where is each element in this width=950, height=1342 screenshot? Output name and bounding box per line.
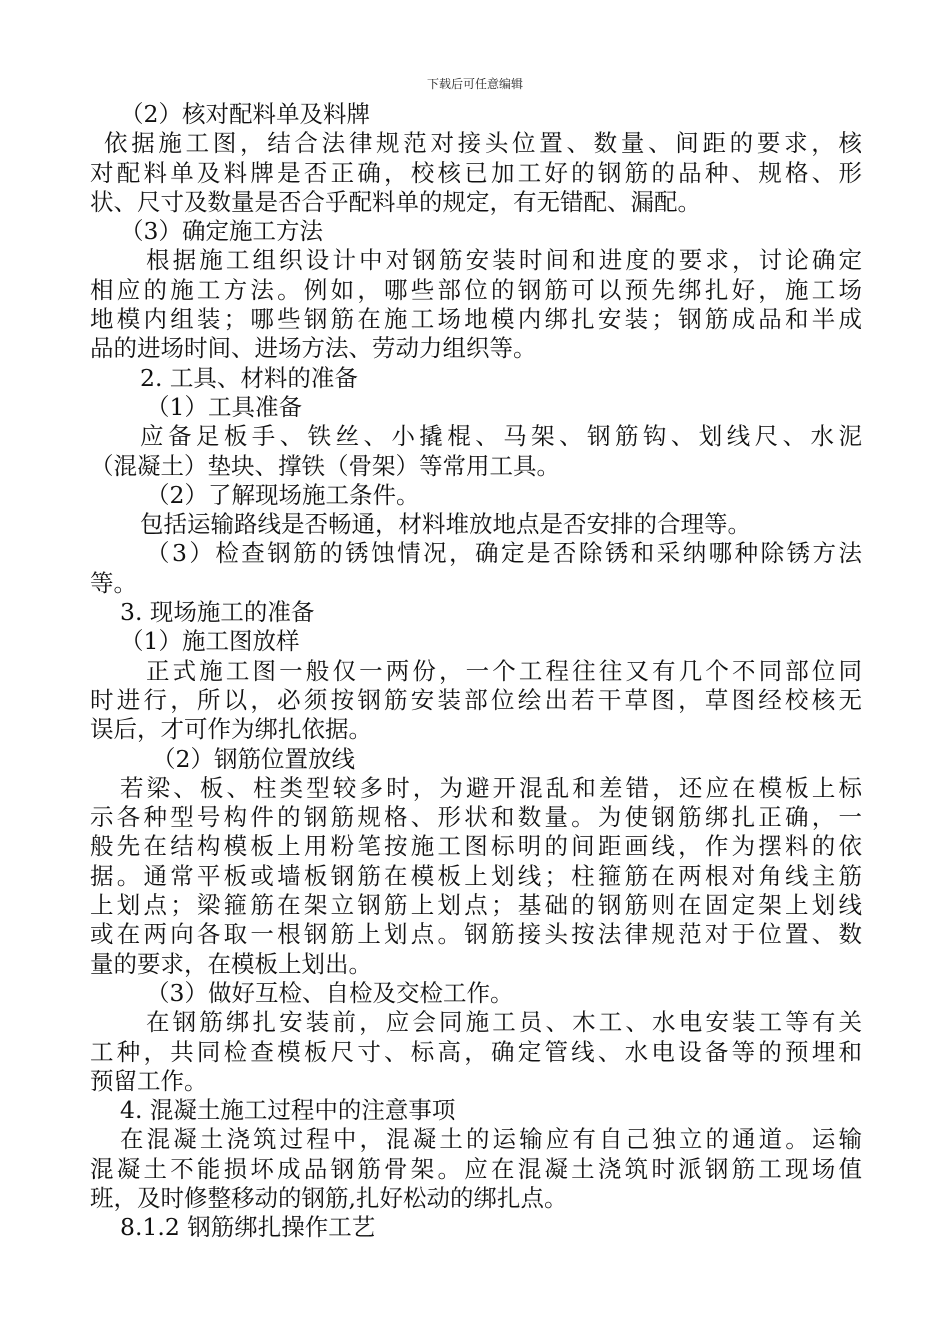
paragraph-line: 上划点；梁箍筋在架立钢筋上划点；基础的钢筋则在固定架上划线: [90, 891, 862, 920]
subheading-tool-preparation: （1）工具准备: [146, 392, 302, 421]
paragraph-line: 或在两向各取一根钢筋上划点。钢筋接头按法律规范对于位置、数: [90, 920, 862, 949]
subheading-rebar-positioning: （2）钢筋位置放线: [152, 744, 355, 773]
document-body: [90, 100, 862, 1243]
paragraph-line: 混凝土不能损坏成品钢筋骨架。应在混凝土浇筑时派钢筋工现场值: [90, 1154, 862, 1183]
paragraph-line: （3）检查钢筋的锈蚀情况，确定是否除锈和采纳哪种除锈方法: [146, 539, 862, 568]
paragraph-line: 在混凝土浇筑过程中，混凝土的运输应有自己独立的通道。运输: [120, 1125, 862, 1154]
subheading-site-conditions: （2）了解现场施工条件。: [146, 480, 420, 509]
paragraph-line: 对配料单及料牌是否正确，校核已加工好的钢筋的品种、规格、形: [90, 158, 862, 187]
paragraph-line: 时进行，所以，必须按钢筋安装部位绘出若干草图，草图经校核无: [90, 685, 862, 714]
paragraph-line: 般先在结构模板上用粉笔按施工图标明的间距画线，作为摆料的依: [90, 832, 862, 861]
paragraph-line: 包括运输路线是否畅通，材料堆放地点是否安排的合理等。: [140, 510, 751, 539]
page-header: 下载后可任意编辑: [426, 77, 523, 91]
subheading-inspection: （3）做好互检、自检及交检工作。: [146, 978, 514, 1007]
paragraph-line: 根据施工组织设计中对钢筋安装时间和进度的要求，讨论确定: [146, 246, 862, 275]
paragraph-line: 等。: [90, 568, 137, 597]
paragraph-line: 相应的施工方法。例如，哪些部位的钢筋可以预先绑扎好，施工场: [90, 275, 862, 304]
section-heading-site-preparation: 3. 现场施工的准备: [120, 598, 315, 627]
paragraph-line: 正式施工图一般仅一两份，一个工程往往又有几个不同部位同: [146, 656, 862, 685]
subheading-construction-method: （3）确定施工方法: [120, 217, 323, 246]
section-heading-concrete-precautions: 4. 混凝土施工过程中的注意事项: [120, 1096, 456, 1125]
paragraph-line: 依据施工图，结合法律规范对接头位置、数量、间距的要求，核: [104, 129, 862, 158]
paragraph-line: 若梁、板、柱类型较多时，为避开混乱和差错，还应在模板上标: [120, 773, 862, 802]
paragraph-line: 误后，才可作为绑扎依据。: [90, 715, 372, 744]
paragraph-line: 在钢筋绑扎安装前，应会同施工员、木工、水电安装工等有关: [146, 1008, 862, 1037]
subheading-check-materials-list: （2）核对配料单及料牌: [120, 100, 370, 128]
paragraph-line: 预留工作。: [90, 1066, 208, 1095]
paragraph-line: 量的要求，在模板上划出。: [90, 949, 372, 978]
paragraph-line: 示各种型号构件的钢筋规格、形状和数量。为使钢筋绑扎正确，一: [90, 803, 862, 832]
paragraph-line: 品的进场时间、进场方法、劳动力组织等。: [90, 334, 537, 363]
paragraph-line: 班，及时修整移动的钢筋,扎好松动的绑扎点。: [90, 1183, 568, 1212]
paragraph-line: 据。通常平板或墙板钢筋在模板上划线；柱箍筋在两根对角线主筋: [90, 861, 862, 890]
paragraph-line: 工种，共同检查模板尺寸、标高，确定管线、水电设备等的预埋和: [90, 1037, 862, 1066]
subheading-drawing-layout: （1）施工图放样: [120, 627, 300, 656]
section-heading-binding-process: 8.1.2 钢筋绑扎操作工艺: [120, 1213, 376, 1242]
section-heading-tools-materials: 2. 工具、材料的准备: [140, 363, 358, 392]
paragraph-line: 应备足板手、铁丝、小撬棍、马架、钢筋钩、划线尺、水泥: [140, 422, 862, 451]
paragraph-line: 状、尺寸及数量是否合乎配料单的规定，有无错配、漏配。: [90, 187, 701, 216]
paragraph-line: 地模内组装；哪些钢筋在施工场地模内绑扎安装；钢筋成品和半成: [90, 305, 862, 334]
paragraph-line: （混凝土）垫块、撑铁（骨架）等常用工具。: [90, 451, 560, 480]
